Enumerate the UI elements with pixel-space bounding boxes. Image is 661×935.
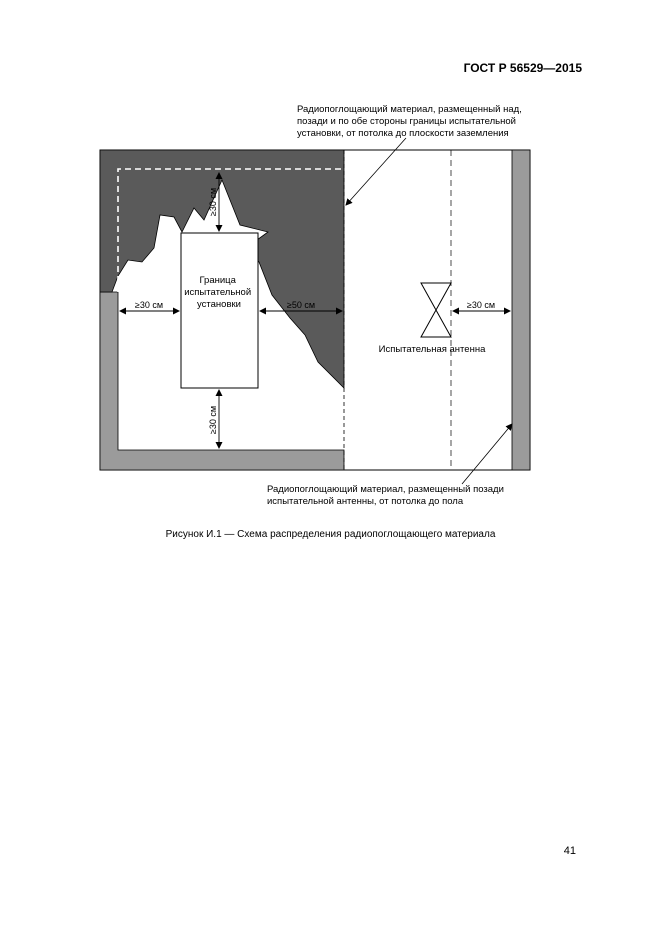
callout-line: Радиопоглощающий материал, размещенный над, xyxy=(297,104,522,115)
dim-label-top: ≥30 см xyxy=(208,187,218,217)
eut-boundary-box xyxy=(181,233,258,388)
callout-line: Радиопоглощающий материал, размещенный позади xyxy=(267,484,504,495)
dim-label-antenna: ≥30 см xyxy=(466,300,496,310)
callout-line: позади и по обе стороны границы испытательной xyxy=(297,116,516,127)
eut-boundary-label: Граница испытательной установки xyxy=(184,275,252,310)
document-header: ГОСТ Р 56529—2015 xyxy=(463,61,582,75)
figure-caption: Рисунок И.1 — Схема распределения радиопоглощающего материала xyxy=(165,529,496,540)
absorber-behind-antenna xyxy=(512,150,530,470)
dim-label-right-eut: ≥50 см xyxy=(286,300,316,310)
callout-absorber-antenna xyxy=(267,484,527,508)
dim-label-bottom: ≥30 см xyxy=(208,405,218,435)
antenna-label: Испытательная антенна xyxy=(378,344,486,355)
callout-line: испытательной антенны, от потолка до пола xyxy=(267,496,464,507)
page-number: 41 xyxy=(563,845,576,857)
dim-label-left: ≥30 см xyxy=(134,300,164,310)
callout-line: установки, от потолка до плоскости заземления xyxy=(297,128,509,139)
